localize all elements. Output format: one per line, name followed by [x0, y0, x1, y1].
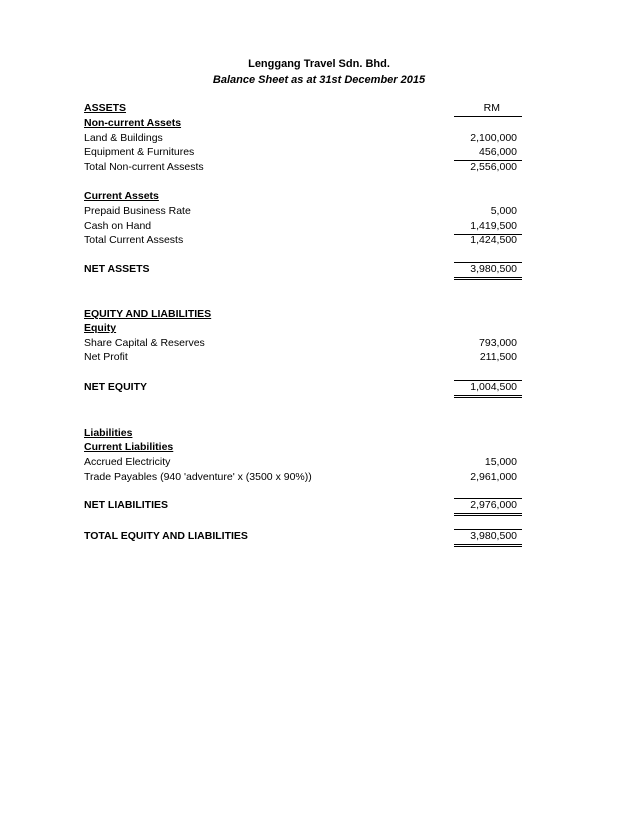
net-profit-label: Net Profit: [84, 351, 128, 363]
current-liabilities-heading: Current Liabilities: [84, 441, 174, 453]
net-liabilities-label: NET LIABILITIES: [84, 499, 168, 511]
trade-payables-label: Trade Payables (940 'adventure' x (3500 x 90%)): [84, 471, 312, 483]
cash-row: [84, 219, 522, 234]
accrued-value: 15,000: [484, 456, 517, 468]
share-capital-value: 793,000: [479, 337, 517, 349]
total-current-row: [84, 233, 522, 248]
trade-payables-value: 2,961,000: [470, 471, 517, 483]
equity-liabilities-heading-row: [84, 307, 522, 322]
current-liabilities-heading-row: [84, 440, 522, 455]
total-non-current-value: 2,556,000: [470, 161, 517, 173]
assets-heading: ASSETS: [84, 102, 127, 114]
share-capital-row: [84, 336, 522, 351]
accrued-label: Accrued Electricity: [84, 456, 171, 468]
company-name: Lenggang Travel Sdn. Bhd.: [248, 58, 390, 70]
total-non-current-label: Total Non-current Assests: [84, 161, 204, 173]
net-equity-value: 1,004,500: [470, 381, 517, 393]
equipment-value: 456,000: [479, 146, 517, 158]
liabilities-heading: Liabilities: [84, 427, 133, 439]
assets-header-row: [84, 101, 522, 116]
accrued-row: [84, 455, 522, 470]
total-current-label: Total Current Assests: [84, 234, 184, 246]
net-liabilities-row: [84, 498, 522, 513]
total-equity-liabilities-value: 3,980,500: [470, 530, 517, 542]
equity-heading-row: [84, 321, 522, 336]
current-assets-heading-row: [84, 189, 522, 204]
non-current-assets-heading: Non-current Assets: [84, 117, 182, 129]
net-liabilities-value: 2,976,000: [470, 499, 517, 511]
net-assets-label: NET ASSETS: [84, 263, 150, 275]
statement-title: Balance Sheet as at 31st December 2015: [212, 74, 426, 86]
trade-payables-row: [84, 470, 522, 485]
total-non-current-row: [84, 160, 522, 175]
total-equity-liabilities-label: TOTAL EQUITY AND LIABILITIES: [84, 530, 248, 542]
currency-label: RM: [483, 102, 500, 114]
net-profit-row: [84, 350, 522, 365]
land-label: Land & Buildings: [84, 132, 163, 144]
net-equity-label: NET EQUITY: [84, 381, 148, 393]
net-profit-value: 211,500: [479, 351, 517, 363]
prepaid-value: 5,000: [490, 205, 517, 217]
non-current-assets-heading-row: [84, 116, 522, 131]
prepaid-label: Prepaid Business Rate: [84, 205, 191, 217]
prepaid-row: [84, 204, 522, 219]
cash-value: 1,419,500: [470, 220, 517, 232]
land-row: [84, 131, 522, 146]
equity-liabilities-heading: EQUITY AND LIABILITIES: [84, 308, 212, 320]
net-assets-row: [84, 262, 522, 277]
equity-heading: Equity: [84, 322, 117, 334]
liabilities-heading-row: [84, 426, 522, 441]
equipment-row: [84, 145, 522, 160]
equipment-label: Equipment & Furnitures: [84, 146, 195, 158]
total-current-value: 1,424,500: [470, 234, 517, 246]
cash-label: Cash on Hand: [84, 220, 152, 232]
total-equity-liabilities-row: [84, 529, 522, 544]
land-value: 2,100,000: [470, 132, 517, 144]
net-equity-row: [84, 380, 522, 395]
current-assets-heading: Current Assets: [84, 190, 159, 202]
share-capital-label: Share Capital & Reserves: [84, 337, 205, 349]
net-assets-value: 3,980,500: [470, 263, 517, 275]
